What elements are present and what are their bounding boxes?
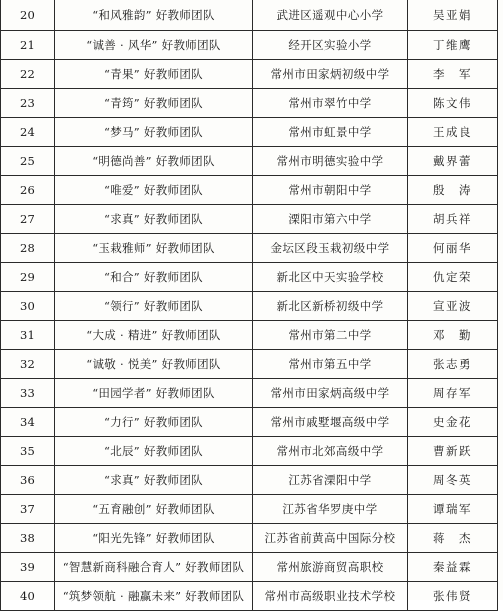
team-name-cell: “梦马” 好教师团队 xyxy=(55,118,253,147)
table-row xyxy=(1,408,498,437)
table-row xyxy=(1,89,498,118)
row-number-cell: 37 xyxy=(1,495,55,524)
school-name-cell: 金坛区段玉栽初级中学 xyxy=(253,234,408,263)
team-name-cell: “田园学者” 好教师团队 xyxy=(55,379,253,408)
school-name-cell: 常州市第二中学 xyxy=(253,321,408,350)
table-row xyxy=(1,582,498,611)
school-name-cell: 常州市朝阳中学 xyxy=(253,176,408,205)
school-name-cell: 常州旅游商贸高职校 xyxy=(253,553,408,582)
team-name-cell: “诚善 · 风华” 好教师团队 xyxy=(55,31,253,60)
team-leader-cell: 仇定荣 xyxy=(408,263,498,292)
team-name-cell: “求真” 好教师团队 xyxy=(55,466,253,495)
row-number-cell: 34 xyxy=(1,408,55,437)
table-row xyxy=(1,524,498,553)
team-name-cell: “和合” 好教师团队 xyxy=(55,263,253,292)
team-name-cell: “青果” 好教师团队 xyxy=(55,60,253,89)
team-leader-cell: 李 军 xyxy=(408,60,498,89)
table-row xyxy=(1,350,498,379)
team-leader-cell: 张伟贤 xyxy=(408,582,498,611)
team-leader-cell: 陈文伟 xyxy=(408,89,498,118)
row-number-cell: 28 xyxy=(1,234,55,263)
school-name-cell: 江苏省前黄高中国际分校 xyxy=(253,524,408,553)
school-name-cell: 常州市虹景中学 xyxy=(253,118,408,147)
school-name-cell: 经开区实验小学 xyxy=(253,31,408,60)
team-leader-cell: 曹新跃 xyxy=(408,437,498,466)
school-name-cell: 常州市高级职业技术学校 xyxy=(253,582,408,611)
team-leader-cell: 戴界蕾 xyxy=(408,147,498,176)
team-name-cell: “力行” 好教师团队 xyxy=(55,408,253,437)
team-leader-cell: 周冬英 xyxy=(408,466,498,495)
team-leader-cell: 吴亚娟 xyxy=(408,0,498,31)
school-name-cell: 常州市明德实验中学 xyxy=(253,147,408,176)
team-name-cell: “五育融创” 好教师团队 xyxy=(55,495,253,524)
team-name-cell: “玉栽雅师” 好教师团队 xyxy=(55,234,253,263)
table-row xyxy=(1,60,498,89)
team-leader-cell: 蒋 杰 xyxy=(408,524,498,553)
school-name-cell: 新北区中天实验学校 xyxy=(253,263,408,292)
team-leader-cell: 谭瑞军 xyxy=(408,495,498,524)
school-name-cell: 新北区新桥初级中学 xyxy=(253,292,408,321)
team-leader-cell: 邓 勤 xyxy=(408,321,498,350)
table-row xyxy=(1,205,498,234)
table-row xyxy=(1,176,498,205)
team-leader-cell: 何丽华 xyxy=(408,234,498,263)
row-number-cell: 38 xyxy=(1,524,55,553)
school-name-cell: 常州市翠竹中学 xyxy=(253,89,408,118)
table-row xyxy=(1,437,498,466)
school-name-cell: 常州市田家炳初级中学 xyxy=(253,60,408,89)
table-row xyxy=(1,553,498,582)
team-leader-cell: 胡兵祥 xyxy=(408,205,498,234)
row-number-cell: 24 xyxy=(1,118,55,147)
team-name-cell: “求真” 好教师团队 xyxy=(55,205,253,234)
team-name-cell: “智慧新商科融合育人” 好教师团队 xyxy=(55,553,253,582)
row-number-cell: 26 xyxy=(1,176,55,205)
table-row xyxy=(1,292,498,321)
team-name-cell: “领行” 好教师团队 xyxy=(55,292,253,321)
team-leader-cell: 周存军 xyxy=(408,379,498,408)
row-number-cell: 40 xyxy=(1,582,55,611)
team-name-cell: “青筠” 好教师团队 xyxy=(55,89,253,118)
team-name-cell: “和风雅韵” 好教师团队 xyxy=(55,0,253,31)
team-name-cell: “诚敬 · 悦美” 好教师团队 xyxy=(55,350,253,379)
team-leader-cell: 丁维鹰 xyxy=(408,31,498,60)
school-name-cell: 常州市北郊高级中学 xyxy=(253,437,408,466)
team-leader-cell: 张志勇 xyxy=(408,350,498,379)
row-number-cell: 20 xyxy=(1,0,55,31)
row-number-cell: 32 xyxy=(1,350,55,379)
team-leader-cell: 秦益霖 xyxy=(408,553,498,582)
team-name-cell: “北辰” 好教师团队 xyxy=(55,437,253,466)
row-number-cell: 35 xyxy=(1,437,55,466)
team-name-cell: “筑梦领航 · 融赢未来” 好教师团队 xyxy=(55,582,253,611)
school-name-cell: 江苏省溧阳中学 xyxy=(253,466,408,495)
team-name-cell: “阳光先锋” 好教师团队 xyxy=(55,524,253,553)
table-row xyxy=(1,31,498,60)
table-row xyxy=(1,118,498,147)
table-row xyxy=(1,263,498,292)
table-row xyxy=(1,495,498,524)
team-leader-cell: 史金花 xyxy=(408,408,498,437)
team-name-cell: “大成 · 精进” 好教师团队 xyxy=(55,321,253,350)
school-name-cell: 常州市第五中学 xyxy=(253,350,408,379)
school-name-cell: 常州市戚墅堰高级中学 xyxy=(253,408,408,437)
table-row xyxy=(1,466,498,495)
school-name-cell: 常州市田家炳高级中学 xyxy=(253,379,408,408)
school-name-cell: 武进区遥观中心小学 xyxy=(253,0,408,31)
school-name-cell: 溧阳市第六中学 xyxy=(253,205,408,234)
table-row xyxy=(1,321,498,350)
row-number-cell: 21 xyxy=(1,31,55,60)
row-number-cell: 27 xyxy=(1,205,55,234)
team-name-cell: “明德尚善” 好教师团队 xyxy=(55,147,253,176)
row-number-cell: 33 xyxy=(1,379,55,408)
table-row xyxy=(1,234,498,263)
row-number-cell: 29 xyxy=(1,263,55,292)
school-name-cell: 江苏省华罗庚中学 xyxy=(253,495,408,524)
row-number-cell: 39 xyxy=(1,553,55,582)
table-row xyxy=(1,379,498,408)
row-number-cell: 36 xyxy=(1,466,55,495)
row-number-cell: 23 xyxy=(1,89,55,118)
row-number-cell: 31 xyxy=(1,321,55,350)
row-number-cell: 22 xyxy=(1,60,55,89)
team-leader-cell: 王成良 xyxy=(408,118,498,147)
team-leader-cell: 殷 涛 xyxy=(408,176,498,205)
table-row xyxy=(1,147,498,176)
row-number-cell: 25 xyxy=(1,147,55,176)
table-row xyxy=(1,0,498,31)
row-number-cell: 30 xyxy=(1,292,55,321)
team-leader-cell: 宣亚波 xyxy=(408,292,498,321)
team-name-cell: “唯爱” 好教师团队 xyxy=(55,176,253,205)
table-body xyxy=(1,0,498,611)
